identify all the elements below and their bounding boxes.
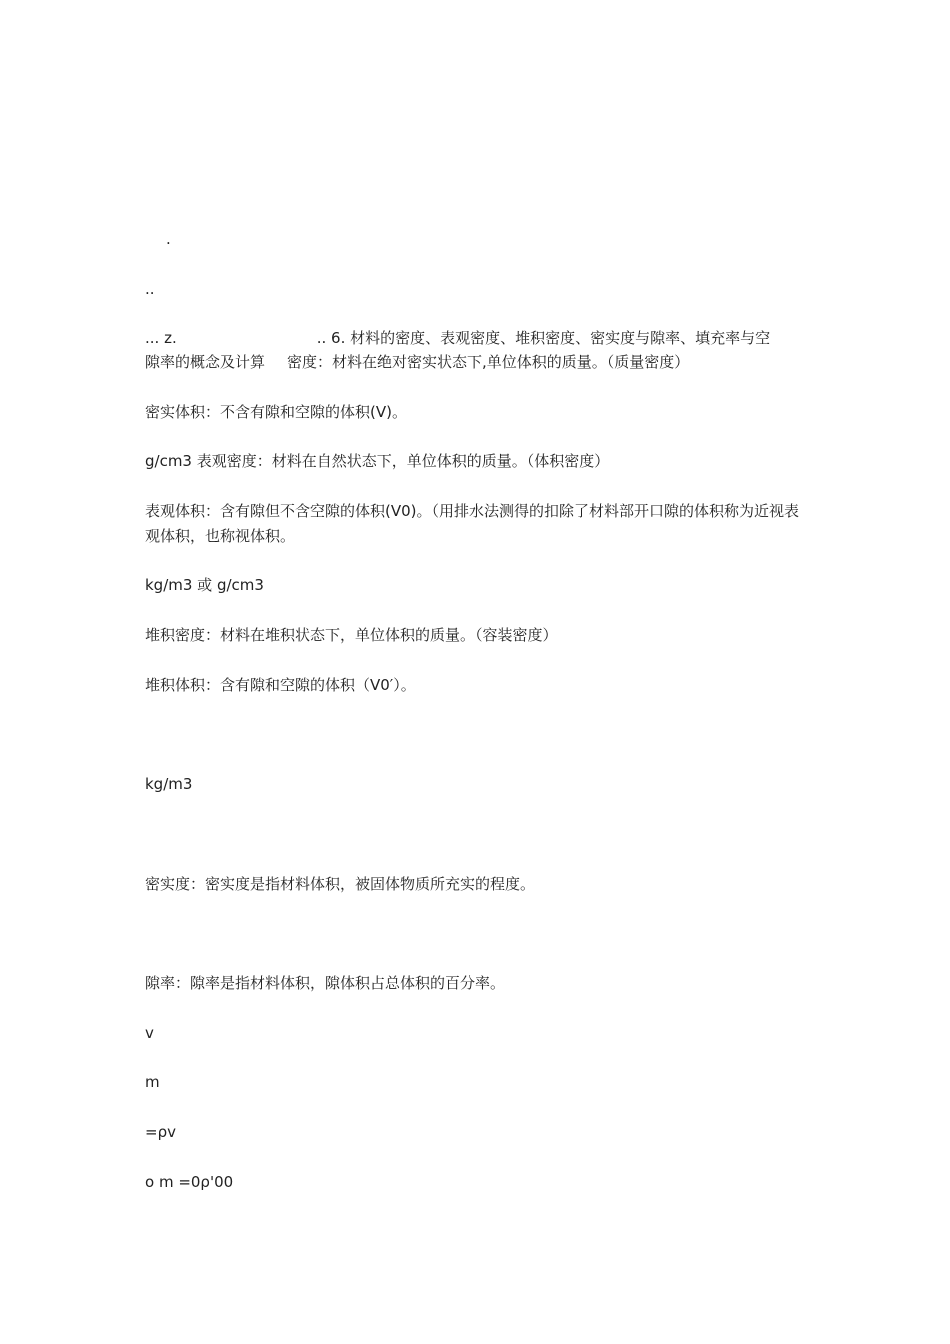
paragraph-solid-volume: 密实体积：不含有隙和空隙的体积(V)。	[145, 403, 407, 421]
formula-m-rho: o m =0ρ'00	[145, 1173, 234, 1191]
formula-v: v	[145, 1024, 154, 1042]
heading-title: .. 6. 材料的密度、表观密度、堆积密度、密实度与隙率、填充率与空	[316, 329, 771, 347]
paragraph-porosity: 隙率：隙率是指材料体积，隙体积占总体积的百分率。	[145, 974, 506, 992]
heading-title-continued: 隙率的概念及计算	[145, 353, 266, 371]
stray-dots: ..	[145, 280, 155, 298]
paragraph-apparent-volume: 表观体积：含有隙但不含空隙的体积(V0)。（用排水法测得的扣除了材料部开口隙的体积称为近视表观体积，也称视体积。	[145, 502, 800, 545]
density-definition: 密度：材料在绝对密实状态下,单位体积的质量。（质量密度）	[287, 353, 690, 371]
formula-m: m	[145, 1073, 160, 1091]
formula-rho-v: =ρv	[145, 1123, 176, 1141]
section-heading-continued	[145, 350, 810, 375]
paragraph-units-1: kg/m3 或 g/cm3	[145, 576, 264, 594]
stray-dot: .	[166, 230, 171, 248]
paragraph-units-2: kg/m3	[145, 775, 193, 793]
paragraph-bulk-volume: 堆积体积：含有隙和空隙的体积（V0′）。	[145, 676, 416, 694]
heading-prefix: ... z.	[145, 329, 177, 347]
paragraph-compactness: 密实度：密实度是指材料体积，被固体物质所充实的程度。	[145, 875, 536, 893]
paragraph-bulk-density: 堆积密度：材料在堆积状态下，单位体积的质量。（容装密度）	[145, 626, 558, 644]
section-heading	[145, 326, 810, 351]
paragraph-apparent-density: g/cm3 表观密度：材料在自然状态下，单位体积的质量。（体积密度）	[145, 452, 610, 470]
